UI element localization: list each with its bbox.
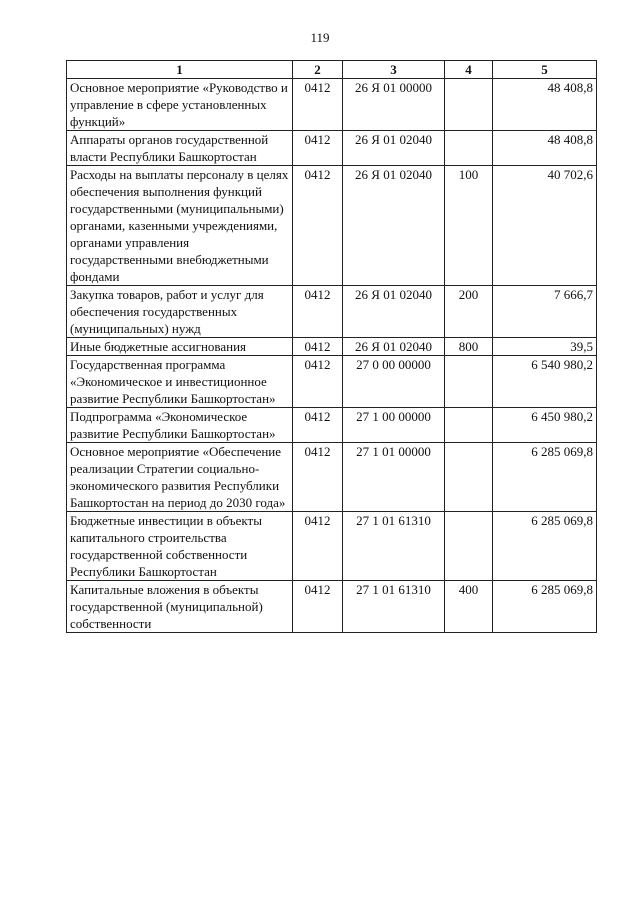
table-body bbox=[67, 79, 597, 633]
row-amount-cell: 40 702,6 bbox=[493, 166, 597, 286]
row-section-cell: 0412 bbox=[293, 581, 343, 633]
row-expense-type-cell: 200 bbox=[445, 286, 493, 338]
table-row bbox=[67, 443, 597, 512]
row-expense-type-cell bbox=[445, 512, 493, 581]
row-name-cell: Аппараты органов государственной власти Республики Башкортостан bbox=[67, 131, 293, 166]
row-amount-cell: 39,5 bbox=[493, 338, 597, 356]
column-header-4: 4 bbox=[445, 61, 493, 79]
row-code-cell: 26 Я 01 00000 bbox=[343, 79, 445, 131]
row-amount-cell: 6 450 980,2 bbox=[493, 408, 597, 443]
row-expense-type-cell bbox=[445, 356, 493, 408]
row-section-cell: 0412 bbox=[293, 512, 343, 581]
column-header-5: 5 bbox=[493, 61, 597, 79]
row-code-cell: 27 1 01 00000 bbox=[343, 443, 445, 512]
row-expense-type-cell bbox=[445, 79, 493, 131]
row-name-cell: Расходы на выплаты персоналу в целях обеспечения выполнения функций государственными (муниципальными) органами, казенными учреждениями, органами управления государственными внебюджетными фондами bbox=[67, 166, 293, 286]
row-section-cell: 0412 bbox=[293, 131, 343, 166]
row-expense-type-cell bbox=[445, 443, 493, 512]
row-code-cell: 27 1 01 61310 bbox=[343, 581, 445, 633]
row-amount-cell: 6 285 069,8 bbox=[493, 581, 597, 633]
table-row bbox=[67, 512, 597, 581]
row-expense-type-cell: 100 bbox=[445, 166, 493, 286]
column-header-1: 1 bbox=[67, 61, 293, 79]
budget-table bbox=[66, 60, 597, 633]
row-name-cell: Закупка товаров, работ и услуг для обеспечения государственных (муниципальных) нужд bbox=[67, 286, 293, 338]
table-header-row bbox=[67, 61, 597, 79]
row-name-cell: Основное мероприятие «Руководство и управление в сфере установленных функций» bbox=[67, 79, 293, 131]
page-number: 119 bbox=[310, 30, 330, 45]
column-header-3: 3 bbox=[343, 61, 445, 79]
column-header-2: 2 bbox=[293, 61, 343, 79]
row-section-cell: 0412 bbox=[293, 443, 343, 512]
row-code-cell: 26 Я 01 02040 bbox=[343, 131, 445, 166]
table-row bbox=[67, 286, 597, 338]
table-row bbox=[67, 79, 597, 131]
row-amount-cell: 7 666,7 bbox=[493, 286, 597, 338]
row-section-cell: 0412 bbox=[293, 79, 343, 131]
table-row bbox=[67, 356, 597, 408]
table-row bbox=[67, 131, 597, 166]
row-code-cell: 26 Я 01 02040 bbox=[343, 338, 445, 356]
row-section-cell: 0412 bbox=[293, 356, 343, 408]
row-amount-cell: 6 285 069,8 bbox=[493, 443, 597, 512]
table-row bbox=[67, 166, 597, 286]
row-code-cell: 26 Я 01 02040 bbox=[343, 166, 445, 286]
row-name-cell: Государственная программа «Экономическое и инвестиционное развитие Республики Башкортостан» bbox=[67, 356, 293, 408]
row-section-cell: 0412 bbox=[293, 166, 343, 286]
row-amount-cell: 6 285 069,8 bbox=[493, 512, 597, 581]
row-code-cell: 26 Я 01 02040 bbox=[343, 286, 445, 338]
row-section-cell: 0412 bbox=[293, 286, 343, 338]
row-name-cell: Основное мероприятие «Обеспечение реализации Стратегии социально-экономического развития Республики Башкортостан на период до 2030 года» bbox=[67, 443, 293, 512]
row-section-cell: 0412 bbox=[293, 408, 343, 443]
table-row bbox=[67, 338, 597, 356]
row-name-cell: Бюджетные инвестиции в объекты капитального строительства государственной собственности Республики Башкортостан bbox=[67, 512, 293, 581]
table-row bbox=[67, 408, 597, 443]
row-expense-type-cell: 800 bbox=[445, 338, 493, 356]
row-code-cell: 27 1 00 00000 bbox=[343, 408, 445, 443]
row-name-cell: Иные бюджетные ассигнования bbox=[67, 338, 293, 356]
row-expense-type-cell bbox=[445, 408, 493, 443]
row-amount-cell: 48 408,8 bbox=[493, 79, 597, 131]
row-name-cell: Подпрограмма «Экономическое развитие Республики Башкортостан» bbox=[67, 408, 293, 443]
row-amount-cell: 6 540 980,2 bbox=[493, 356, 597, 408]
row-expense-type-cell bbox=[445, 131, 493, 166]
row-amount-cell: 48 408,8 bbox=[493, 131, 597, 166]
row-code-cell: 27 1 01 61310 bbox=[343, 512, 445, 581]
row-expense-type-cell: 400 bbox=[445, 581, 493, 633]
row-section-cell: 0412 bbox=[293, 338, 343, 356]
row-code-cell: 27 0 00 00000 bbox=[343, 356, 445, 408]
row-name-cell: Капитальные вложения в объекты государственной (муниципальной) собственности bbox=[67, 581, 293, 633]
table-row bbox=[67, 581, 597, 633]
